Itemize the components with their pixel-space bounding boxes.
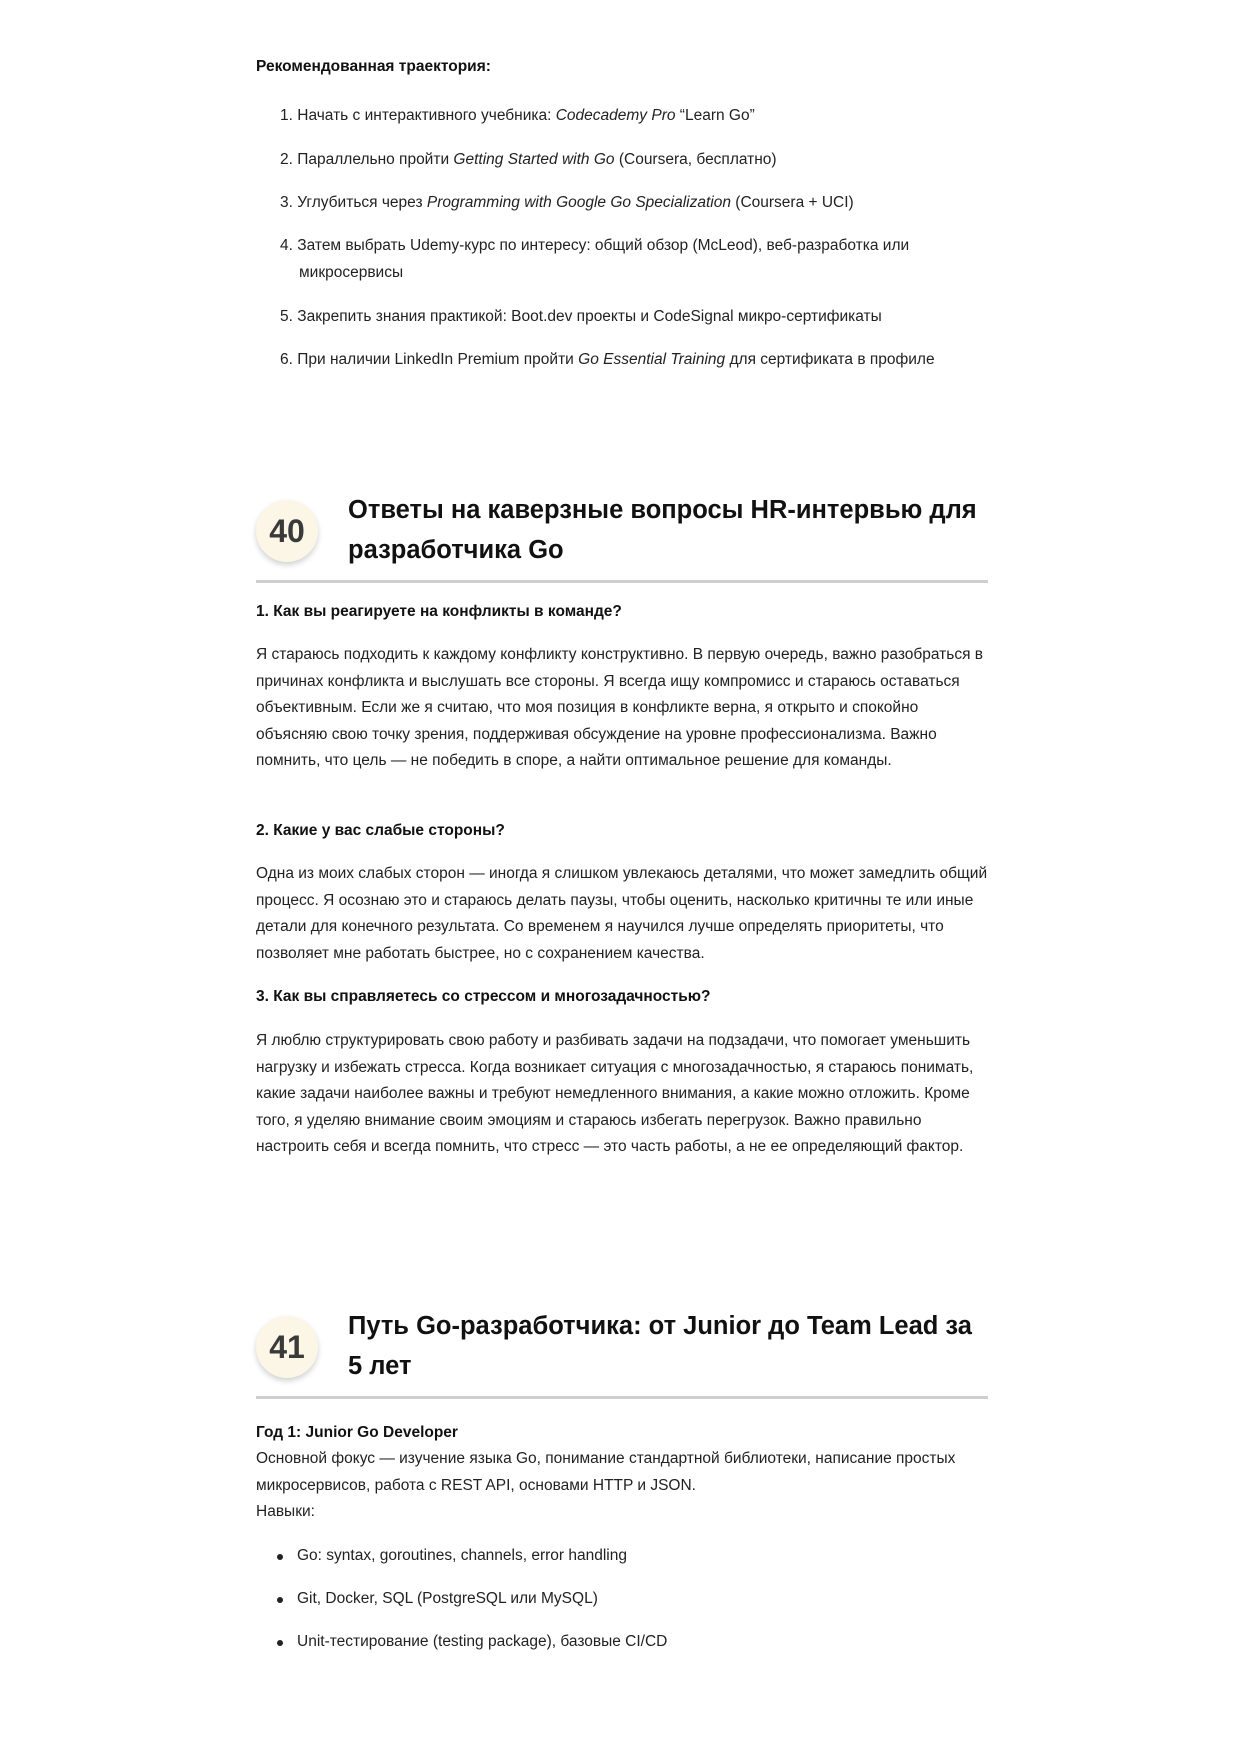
list-item: 3. Углубиться через Programming with Google Go Specialization (Coursera + UCI) <box>280 194 854 211</box>
section-number-badge: 40 <box>256 500 318 562</box>
list-item: Go: syntax, goroutines, channels, error handling <box>278 1543 608 1569</box>
list-item: 5. Закрепить знания практикой: Boot.dev проекты и CodeSignal микро-сертификаты <box>280 308 882 325</box>
trajectory-block <box>256 58 988 76</box>
year-block <box>256 1420 988 1526</box>
year-title: Год 1: Junior Go Developer <box>256 1424 458 1441</box>
qa-question: 2. Какие у вас слабые стороны? <box>256 822 505 839</box>
bullet-icon <box>277 1640 283 1646</box>
section-title: Путь Go-разработчика: от Junior до Team Lead за 5 лет <box>348 1312 972 1380</box>
section-number-badge: 41 <box>256 1316 318 1378</box>
list-item: 4. Затем выбрать Udemy-курс по интересу: общий обзор (McLeod), веб-разработка или микросервисы <box>280 237 910 281</box>
section-title: Ответы на каверзные вопросы HR-интервью для разработчика Go <box>348 496 977 564</box>
section-40-header <box>256 490 988 583</box>
bullet-icon <box>277 1554 283 1560</box>
list-item: 2. Параллельно пройти Getting Started with Go (Coursera, бесплатно) <box>280 151 777 168</box>
qa-question: 1. Как вы реагируете на конфликты в команде? <box>256 603 622 620</box>
qa-answer: Я стараюсь подходить к каждому конфликту конструктивно. В первую очередь, важно разобраться в причинах конфликта и выслушать все стороны. Я всегда ищу компромисс и стараюсь оставаться объективным. Если же я считаю, что моя позиция в конфликте верна, я открыто и спокойно объясняю свою точку зрения, поддерживая обсуждение на уровне профессионализма. Важно помнить, что цель — не победить в споре, а найти оптимальное решение для команды. <box>256 646 984 769</box>
year-description: Основной фокус — изучение языка Go, понимание стандартной библиотеки, написание простых микросервисов, работа с REST API, основами HTTP и JSON. <box>256 1450 956 1494</box>
bullet-icon <box>277 1597 283 1603</box>
qa-answer: Я люблю структурировать свою работу и разбивать задачи на подзадачи, что помогает уменьшить нагрузку и избежать стресса. Когда возникает ситуация с многозадачностью, я стараюсь понимать, какие задачи наиболее важны и требуют немедленного внимания, а какие можно отложить. Кроме того, я уделяю внимание своим эмоциям и стараюсь избегать перегрузок. Важно правильно настроить себя и всегда помнить, что стресс — это часть работы, а не ее определяющий фактор. <box>256 1032 974 1155</box>
section-41-header <box>256 1306 988 1399</box>
trajectory-label: Рекомендованная траектория: <box>256 58 491 75</box>
skills-label: Навыки: <box>256 1503 315 1520</box>
list-item: 1. Начать с интерактивного учебника: Codecademy Pro “Learn Go” <box>280 107 755 124</box>
qa-answer: Одна из моих слабых сторон — иногда я слишком увлекаюсь деталями, что может замедлить общий процесс. Я осознаю это и стараюсь делать паузы, чтобы оценить, насколько критичны те или иные детали для конечного результата. Со временем я научился лучше определять приоритеты, что позволяет мне работать быстрее, но с сохранением качества. <box>256 865 988 962</box>
list-item: Git, Docker, SQL (PostgreSQL или MySQL) <box>278 1586 579 1612</box>
list-item: Unit-тестирование (testing package), базовые CI/CD <box>278 1629 648 1655</box>
qa-question: 3. Как вы справляетесь со стрессом и многозадачностью? <box>256 988 711 1005</box>
list-item: 6. При наличии LinkedIn Premium пройти Go Essential Training для сертификата в профиле <box>280 351 935 368</box>
